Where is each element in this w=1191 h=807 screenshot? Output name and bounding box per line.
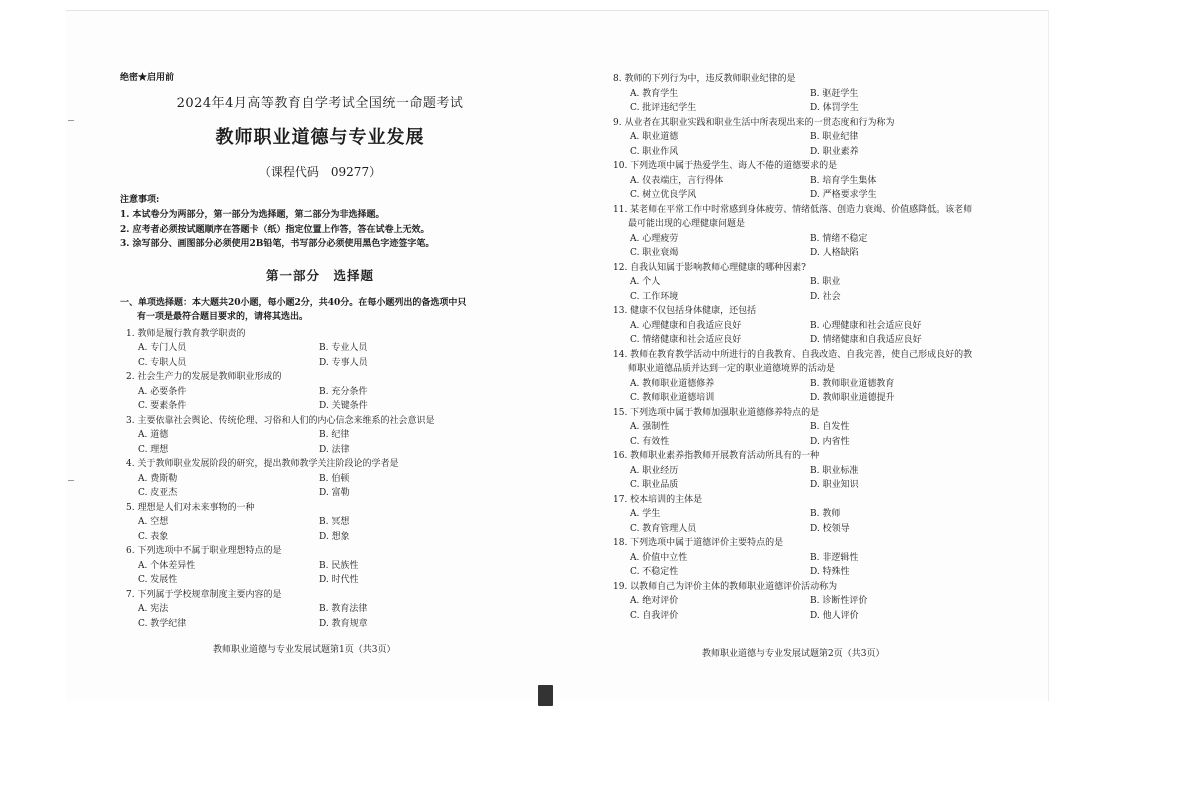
option-c: C. 教育管理人员 [630,523,697,534]
question-stem: 16. 教师职业素养指教师开展教育活动所具有的一种 [613,451,820,461]
option-c: C. 有效性 [630,436,670,447]
option-a: A. 空想 [138,517,169,527]
option-b: B. 充分条件 [319,386,368,397]
binder-clip-mark [538,685,553,706]
option-d: D. 特殊性 [810,567,850,577]
question-item [120,588,520,632]
option-a: A. 道德 [138,430,169,440]
question-item [120,327,520,371]
option-row [120,472,520,487]
option-row [613,565,985,580]
question-stem: 9. 从业者在其职业实践和职业生活中所表现出来的一贯态度和行为称为 [613,117,895,128]
option-d: D. 职业素养 [810,146,859,157]
question-stem: 19. 以教师自己为评价主体的教师职业道德评价活动称为 [613,581,838,592]
option-row [613,420,985,435]
option-row [613,290,985,305]
option-b: B. 教育法律 [319,604,368,614]
option-c: C. 情绪健康和社会适应良好 [630,335,742,345]
question-stem: 7. 下列属于学校规章制度主要内容的是 [126,589,282,600]
exam-session-title: 2024年4月高等教育自学考试全国统一命题考试 [176,96,464,111]
option-row [120,515,520,530]
exam-page-1 [120,70,520,631]
question-stem: 8. 教师的下列行为中，违反教师职业纪律的是 [613,74,796,84]
option-d: D. 体罚学生 [810,103,859,113]
option-row [613,188,985,203]
course-code: （课程代码 09277） [258,165,382,179]
option-row [120,486,520,501]
notes-list [120,208,520,252]
option-row [613,377,985,392]
option-a: A. 教师职业道德修养 [630,378,715,389]
option-d: D. 社会 [810,291,841,302]
subject-title: 教师职业道德与专业发展 [215,127,425,148]
option-b: B. 培育学生集体 [810,175,877,186]
scan-mark [68,480,74,481]
question-item [120,370,520,414]
option-row [120,385,520,400]
question-item [120,414,520,458]
question-stem: 3. 主要依靠社会舆论、传统伦理、习俗和人们的内心信念来维系的社会意识是 [126,415,435,426]
option-row [120,399,520,414]
option-a: A. 宪法 [138,604,169,614]
option-b: B. 冥想 [319,517,350,527]
option-c: C. 理想 [138,444,169,455]
option-row [120,602,520,617]
question-stem: 12. 自我认知属于影响教师心理健康的哪种因素? [613,262,807,273]
question-stem: 10. 下列选项中属于热爱学生、诲人不倦的道德要求的是 [613,161,838,171]
question-stem: 1. 教师是履行教育教学职责的 [126,328,246,339]
option-d: D. 教育规章 [319,618,368,629]
scan-mark [68,120,74,121]
question-stem: 2. 社会生产力的发展是教师职业形成的 [126,372,282,382]
option-a: A. 必要条件 [138,386,187,397]
option-d: D. 内省性 [810,436,850,447]
question-item [613,493,985,537]
option-b: B. 心理健康和社会适应良好 [810,320,922,331]
option-row [613,551,985,566]
option-row [613,275,985,290]
option-row [613,464,985,479]
question-item [613,536,985,580]
option-row [613,609,985,624]
option-a: A. 心理疲劳 [630,233,679,244]
question-list [613,72,985,623]
option-c: C. 自我评价 [630,610,679,621]
option-row [613,130,985,145]
question-stem: 6. 下列选项中不属于职业理想特点的是 [126,546,282,556]
question-stem: 4. 关于教师职业发展阶段的研究，提出教师教学关注阶段论的学者是 [126,459,399,469]
question-item [613,261,985,305]
option-a: A. 强制性 [630,422,670,432]
question-stem: 17. 校本培训的主体是 [613,494,703,505]
option-row [613,333,985,348]
question-item [613,580,985,624]
exam-page-2 [613,72,985,623]
option-row [613,232,985,247]
option-c: C. 批评违纪学生 [630,103,697,113]
option-row [613,391,985,406]
option-row [613,435,985,450]
option-b: B. 伯顿 [319,473,350,484]
option-row [613,319,985,334]
question-item [613,348,985,406]
part-title: 第一部分 选择题 [265,267,374,283]
question-stem: 14. 教师在教育教学活动中所进行的自我教育、自我改造、自我完善，使自己形成良好的教 [613,349,973,360]
option-row [120,356,520,371]
question-item [120,501,520,545]
option-a: A. 个体差异性 [138,560,196,571]
question-item [120,457,520,501]
option-b: B. 非逻辑性 [810,552,859,563]
option-d: D. 关键条件 [319,401,368,411]
question-item [613,406,985,450]
option-row [120,559,520,574]
option-b: B. 情绪不稳定 [810,233,868,244]
question-item [613,203,985,261]
option-c: C. 树立优良学风 [630,190,697,200]
option-a: A. 价值中立性 [630,552,688,563]
option-a: A. 个人 [630,277,661,287]
option-row [613,246,985,261]
option-c: C. 职业作风 [630,146,679,157]
note-item: 1. 本试卷分为两部分，第一部分为选择题，第二部分为非选择题。 [120,210,385,220]
section-instructions-line: 一、单项选择题：本大题共20小题，每小题2分，共40分。在每小题列出的备选项中只 [120,297,467,308]
option-a: A. 职业经历 [630,465,679,476]
section-instructions [120,296,520,324]
question-stem: 13. 健康不仅包括身体健康，还包括 [613,306,757,316]
option-b: B. 纪律 [319,430,350,440]
option-a: A. 费斯勒 [138,473,178,484]
option-b: B. 民族性 [319,560,359,571]
confidential-mark: 绝密★启用前 [120,73,175,83]
option-c: C. 不稳定性 [630,567,679,577]
option-c: C. 工作环境 [630,291,679,302]
option-row [120,573,520,588]
option-row [613,478,985,493]
question-stem: 师职业道德品质并达到一定的职业道德境界的活动是 [628,364,836,374]
option-row [120,617,520,632]
option-a: A. 学生 [630,509,661,519]
option-d: D. 他人评价 [810,610,859,621]
option-c: C. 教学纪律 [138,618,187,629]
option-row [613,594,985,609]
option-c: C. 要素条件 [138,401,187,411]
option-row [120,443,520,458]
question-item [613,116,985,160]
section-instructions-line: 有一项是最符合题目要求的，请将其选出。 [137,311,309,322]
option-b: B. 驱赶学生 [810,88,859,99]
option-row [120,428,520,443]
option-b: B. 职业标准 [810,465,859,476]
option-row [613,174,985,189]
option-c: C. 职业衰竭 [630,248,679,258]
note-item: 3. 涂写部分、画图部分必须使用2B铅笔，书写部分必须使用黑色字迹签字笔。 [120,239,435,249]
option-d: D. 法律 [319,444,350,455]
option-c: C. 专职人员 [138,357,187,368]
option-a: A. 职业道德 [630,132,679,142]
notes-heading: 注意事项: [120,195,160,205]
question-item [613,72,985,116]
option-b: B. 自发性 [810,422,850,432]
option-d: D. 时代性 [319,575,359,585]
page-footer: 教师职业道德与专业发展试题第2页（共3页） [702,649,885,659]
question-stem: 11. 某老师在平常工作中时常感到身体疲劳、情绪低落、创造力衰竭、价值感降低。该老师 [613,204,973,215]
question-stem: 5. 理想是人们对未来事物的一种 [126,502,255,513]
question-list [120,327,520,632]
question-stem: 最可能出现的心理健康问题是 [628,219,746,229]
option-a: A. 专门人员 [138,343,187,353]
option-b: B. 职业 [810,277,841,287]
option-a: A. 教育学生 [630,88,679,99]
option-c: C. 表象 [138,531,169,542]
option-d: D. 富勒 [319,488,350,498]
option-d: D. 情绪健康和自我适应良好 [810,335,922,345]
option-c: C. 教师职业道德培训 [630,393,715,403]
option-row [613,145,985,160]
option-a: A. 绝对评价 [630,596,679,606]
option-d: D. 职业知识 [810,480,859,490]
option-d: D. 专事人员 [319,357,368,368]
option-row [613,101,985,116]
option-row [120,341,520,356]
option-row [613,522,985,537]
question-stem: 18. 下列选项中属于道德评价主要特点的是 [613,538,784,548]
option-c: C. 皮亚杰 [138,488,178,498]
option-row [120,530,520,545]
question-item [613,449,985,493]
option-b: B. 职业纪律 [810,132,859,142]
option-b: B. 诊断性评价 [810,596,868,606]
option-d: D. 人格缺陷 [810,248,859,258]
option-c: C. 职业品质 [630,480,679,490]
option-row [613,507,985,522]
option-b: B. 教师 [810,509,841,519]
option-d: D. 教师职业道德提升 [810,393,895,403]
option-a: A. 心理健康和自我适应良好 [630,320,742,331]
option-d: D. 校领导 [810,523,850,534]
question-stem: 15. 下列选项中属于教师加强职业道德修养特点的是 [613,407,820,418]
option-d: D. 严格要求学生 [810,190,877,200]
note-item: 2. 应考者必须按试题顺序在答题卡（纸）指定位置上作答，答在试卷上无效。 [120,224,430,235]
option-c: C. 发展性 [138,575,178,585]
question-item [613,159,985,203]
question-item [120,544,520,588]
option-row [613,87,985,102]
option-d: D. 想象 [319,531,350,542]
question-item [613,304,985,348]
option-b: B. 教师职业道德教育 [810,378,895,389]
option-b: B. 专业人员 [319,343,368,353]
option-a: A. 仪表端庄，言行得体 [630,175,724,186]
page-footer: 教师职业道德与专业发展试题第1页（共3页） [213,645,396,655]
